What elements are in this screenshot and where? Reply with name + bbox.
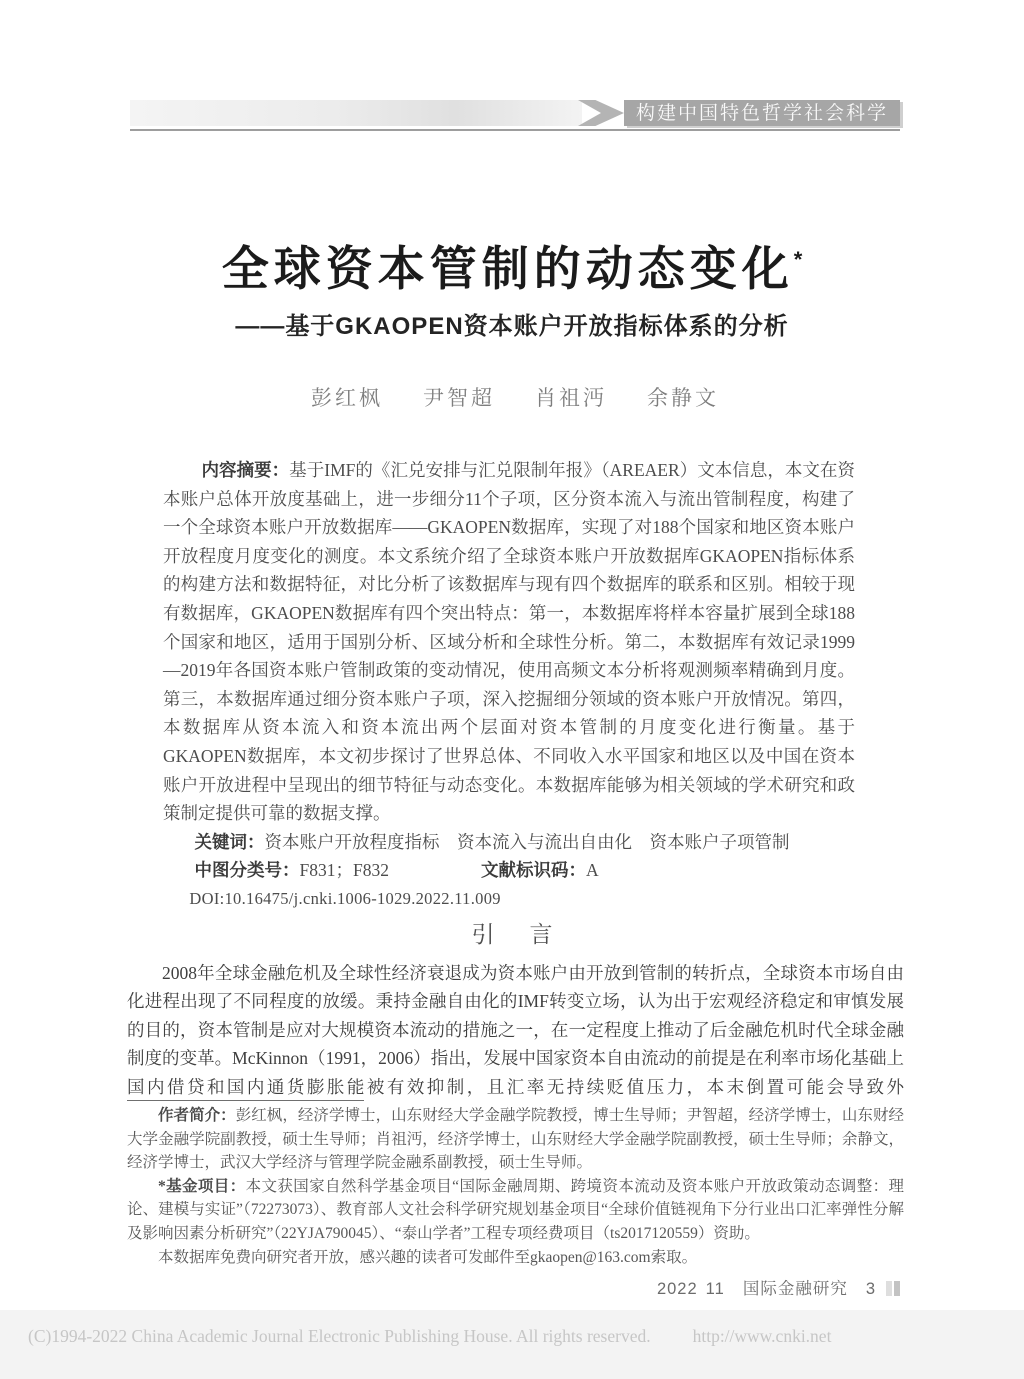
keywords-label: 关键词：	[194, 831, 265, 852]
banner-slogan: 构建中国特色哲学社会科学	[624, 100, 900, 126]
article-title	[100, 241, 924, 297]
data-access-note: 本数据库免费向研究者开放，感兴趣的读者可发邮件至gkaopen@163.com索取。	[158, 1248, 698, 1266]
footer-year: 2022	[656, 1280, 698, 1298]
article-title-text: 全球资本管制的动态变化	[221, 242, 794, 295]
title-block	[100, 241, 924, 341]
doi-line: DOI:10.16475/j.cnki.1006-1029.2022.11.009	[189, 888, 501, 908]
arrow-right-icon	[578, 100, 624, 126]
banner-gradient-bar	[130, 100, 582, 126]
abstract-text: 基于IMF的《汇兑安排与汇兑限制年报》（AREAER）文本信息，本文在资本账户总体开放度基础上，进一步细分11个子项，区分资本流入与流出管制程度，构建了一个全球资本账户开放数据库——GKAOPEN数据库，实现了对188个国家和地区资本账户开放程度月度变化的测度。本文系统介绍了全球资本账户开放数据库GKAOPEN指标体系的构建方法和数据特征，对比分析了该数据库与现有四个数据库的联系和区别。相较于现有数据库，GKAOPEN数据库有四个突出特点：第一，本数据库将样本容量扩展到全球188个国家和地区，适用于国别分析、区域分析和全球性分析。第二，本数据库有效记录1999—2019年各国资本账户管制政策的变动情况，使用高频文本分析将观测频率精确到月度。第三，本数据库通过细分资本账户子项，深入挖掘细分领域的资本账户开放情况。第四，本数据库从资本流入和资本流出两个层面对资本管制的月度变化进行衡量。基于GKAOPEN数据库，本文初步探讨了世界总体、不同收入水平国家和地区以及中国在资本账户开放进程中呈现出的细节特征与动态变化。本数据库能够为相关领域的学术研究和政策制定提供可靠的数据支撑。	[163, 460, 855, 824]
doc-code-label: 文献标识码：	[480, 860, 586, 881]
section-heading-introduction: 引 言	[471, 921, 559, 947]
footer-issue: 11	[705, 1280, 725, 1298]
fund-project-label: *基金项目：	[158, 1177, 246, 1195]
clc-label: 中图分类号：	[194, 860, 300, 881]
footnote-divider	[127, 1100, 364, 1101]
author-bio-text: 彭红枫，经济学博士，山东财经大学金融学院教授，博士生导师；尹智超，经济学博士，山东财经大学金融学院副教授，硕士生导师；肖祖沔，经济学博士，山东财经大学金融学院副教授，硕士生导师；余静文，经济学博士，武汉大学经济与管理学院金融系副教授，硕士生导师。	[127, 1107, 904, 1172]
article-subtitle: ——基于GKAOPEN资本账户开放指标体系的分析	[235, 313, 789, 341]
keywords-text: 资本账户开放程度指标 资本流入与流出自由化 资本账户子项管制	[264, 831, 790, 852]
copyright-text: (C)1994-2022 China Academic Journal Electronic Publishing House. All rights reserved.	[28, 1326, 651, 1346]
clc-value: F831；F832	[299, 860, 389, 881]
footer-bars-icon	[886, 1280, 900, 1299]
fund-project-note	[127, 1175, 904, 1246]
copyright-url: http://www.cnki.net	[692, 1326, 832, 1346]
body-paragraph: 2008年全球金融危机及全球性经济衰退成为资本账户由开放到管制的转折点，全球资本市场自由化进程出现了不同程度的放缓。秉持金融自由化的IMF转变立场，认为出于宏观经济稳定和审慎发展的目的，资本管制是应对大规模资本流动的措施之一，在一定程度上推动了后金融危机时代全球金融制度的变革。McKinnon（1991，2006）指出，发展中国家资本自由流动的前提是在利率市场化基础上国内借贷和国内通货膨胀能被有效抑制，且汇率无持续贬值压力，本末倒置可能会导致外	[127, 963, 904, 1097]
abstract-paragraph	[163, 456, 855, 828]
authors-row	[130, 382, 900, 412]
author-bio-label: 作者简介：	[158, 1107, 236, 1124]
copyright-strip	[0, 1310, 1024, 1379]
top-banner	[130, 100, 900, 126]
author-bio-note	[127, 1104, 904, 1175]
header-divider	[130, 129, 900, 131]
footer-journal-name: 国际金融研究	[742, 1280, 848, 1298]
author-name: 彭红枫	[311, 387, 383, 410]
classification-line	[163, 856, 855, 885]
doc-code-value: A	[585, 860, 599, 881]
author-name: 余静文	[647, 387, 719, 410]
fund-project-text: 本文获国家自然科学基金项目“国际金融周期、跨境资本流动及资本账户开放政策动态调整：理论、建模与实证”（72273073）、教育部人文社会科学研究规划基金项目“全球价值链视角下分行业出口汇率弹性分解及影响因素分析研究”（22YJA790045）、“泰山学者”工程专项经费项目（ts2017120559）资助。	[127, 1177, 904, 1242]
abstract-label: 内容摘要：	[201, 460, 290, 480]
keywords-line	[163, 828, 855, 857]
author-name: 肖祖沔	[535, 387, 607, 410]
body-text-block	[127, 959, 904, 1101]
footnote-block	[127, 1104, 904, 1269]
footer-page-number: 3	[865, 1280, 876, 1298]
abstract-block	[163, 456, 855, 914]
title-footnote-marker: *	[793, 247, 803, 272]
page-footer	[130, 1275, 900, 1299]
author-name: 尹智超	[423, 387, 495, 410]
